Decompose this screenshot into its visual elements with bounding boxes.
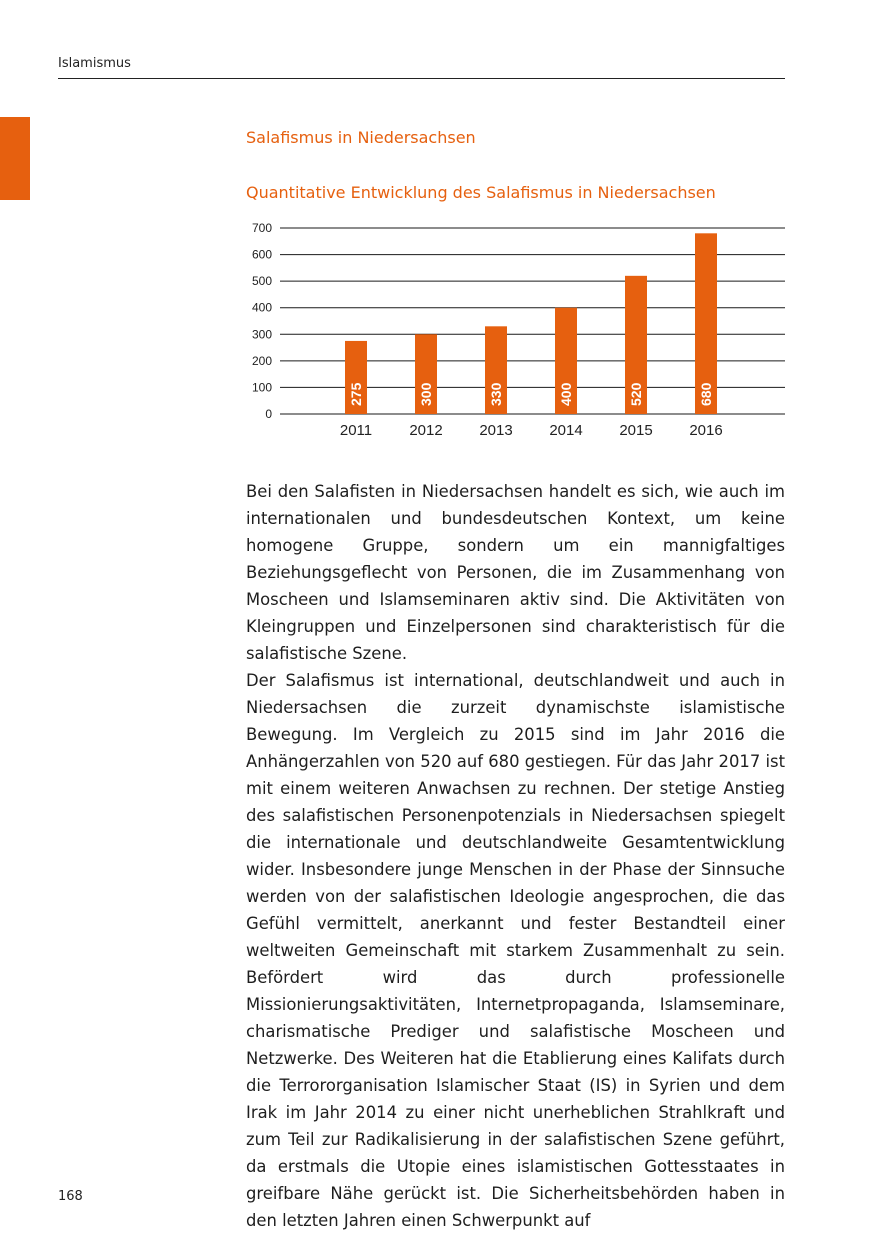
- x-tick-label: 2014: [549, 422, 583, 439]
- bar-value-label: 680: [698, 382, 714, 406]
- body-text: [246, 478, 785, 1234]
- bar-value-label: 520: [628, 382, 644, 406]
- page-number: 168: [58, 1189, 83, 1204]
- y-tick-label: 0: [265, 407, 272, 421]
- y-tick-label: 300: [251, 327, 272, 342]
- bar-value-label: 275: [348, 382, 364, 406]
- x-tick-label: 2015: [619, 422, 653, 439]
- y-tick-label: 200: [251, 353, 272, 368]
- chart-title: Quantitative Entwicklung des Salafismus in Niedersachsen: [246, 183, 716, 202]
- y-tick-label: 700: [251, 221, 272, 235]
- section-title: Salafismus in Niedersachsen: [246, 128, 476, 147]
- header-rule: [58, 78, 785, 79]
- body-paragraph-2: Der Salafismus ist international, deutschlandweit und auch in Niedersachsen die zurzeit dynamischste islamistische Bewegung. Im Vergleich zu 2015 sind im Jahr 2016 die Anhängerzahlen von 520 auf 680 gestiegen. Für das Jahr 2017 ist mit einem weiteren Anwachsen zu rechnen. Der stetige Anstieg des salafistischen Personenpotenzials in Niedersachsen spiegelt die internationale und deutschlandweite Gesamtentwicklung wider. Insbesondere junge Menschen in der Phase der Sinnsuche werden von der salafistischen Ideologie angesprochen, die das Gefühl vermittelt, anerkannt und fester Bestandteil einer weltweiten Gemeinschaft mit starkem Zusammenhalt zu sein. Befördert wird das durch professionelle Missionierungsaktivitäten, Internetpropaganda, Islamseminare, charismatische Prediger und salafistische Moscheen und Netzwerke. Des Weiteren hat die Etablierung eines Kalifats durch die Terrororganisation Islamischer Staat (IS) in Syrien und dem Irak im Jahr 2014 zu einer nicht unerheblichen Strahlkraft und zum Teil zur Radikalisierung in der salafistischen Szene geführt, da erstmals die Utopie eines islamistischen Gottesstaates in greifbare Nähe gerückt ist. Die Sicherheitsbehörden haben in den letzten Jahren einen Schwerpunkt auf: [246, 671, 785, 1230]
- x-tick-label: 2016: [689, 422, 723, 439]
- accent-tab: [0, 117, 30, 200]
- bar-value-label: 400: [558, 382, 574, 406]
- bar-value-label: 300: [418, 382, 434, 406]
- y-tick-label: 400: [251, 300, 272, 315]
- y-tick-label: 600: [251, 247, 272, 262]
- y-tick-label: 100: [251, 380, 272, 395]
- body-paragraph-1: Bei den Salafisten in Niedersachsen handelt es sich, wie auch im internationalen und bundesdeutschen Kontext, um keine homogene Gruppe, sondern um ein mannigfaltiges Beziehungsgeflecht von Personen, die im Zusammenhang von Moscheen und Islamseminaren aktiv sind. Die Aktivitäten von Kleingruppen und Einzelpersonen sind charakteristisch für die salafistische Szene.: [246, 482, 785, 663]
- running-header: Islamismus: [58, 56, 131, 71]
- bar-value-label: 330: [488, 382, 504, 406]
- bar-chart: [240, 215, 790, 445]
- x-tick-label: 2012: [409, 422, 443, 439]
- x-tick-label: 2013: [479, 422, 513, 439]
- y-tick-label: 500: [251, 274, 272, 289]
- x-tick-label: 2011: [339, 422, 373, 439]
